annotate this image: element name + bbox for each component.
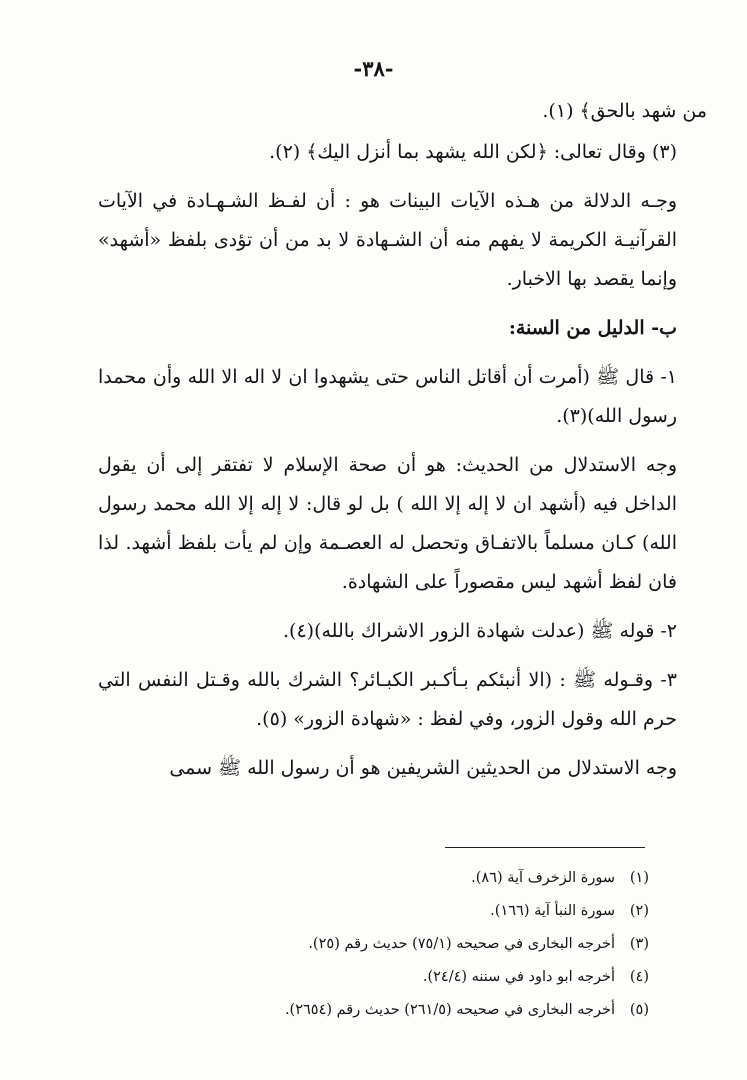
paragraph-hadith-reasoning: وجه الاستدلال من الحديث: هو أن صحة الإسلام لا تفتقر إلى أن يقول الداخل فيه (أشهد ان لا إله إلا الله ) بل لو قال: لا إله إلا الله محمد رسول الله) كـان مسلماً بالاتفـاق وتحصل له العصـمة وإن لم يأت بلفظ أشهد. لذا فان لفظ أشهد ليس مقصوراً على الشهادة. bbox=[98, 454, 677, 593]
footnote-item bbox=[150, 994, 649, 1027]
footnote-number: (٢) bbox=[629, 903, 649, 919]
footnote-number: (١) bbox=[629, 870, 649, 886]
page-number: -٣٨- bbox=[353, 56, 394, 81]
paragraph-verse-end: من شهد بالحق﴾ (١). bbox=[542, 100, 707, 122]
footnote-item bbox=[150, 895, 649, 928]
footnote-text: أخرجه ابو داود في سننه (٢٤/٤). bbox=[422, 969, 615, 985]
footnote-text: أخرجه البخارى في صحيحه (٢٦١/٥) حديث رقم (٢٦٥٤). bbox=[284, 1002, 615, 1018]
paragraph-hadith-3: ٣- وقـوله ﷺ : (الا أنبئكم بـأكـبر الكبـائر؟ الشرك بالله وقـتل النفس التي حرم الله وقول الزور، وفي لفظ : «شهادة الزور» (٥). bbox=[98, 669, 677, 730]
footnote-text: أخرجه البخارى في صحيحه (٧٥/١) حديث رقم (٢٥). bbox=[308, 936, 615, 952]
paragraph-hadith-2: ٢- قوله ﷺ (عدلت شهادة الزور الاشراك بالله)(٤). bbox=[283, 620, 677, 642]
section-heading-sunnah: ب- الدليل من السنة: bbox=[508, 317, 677, 339]
footnote-text: سورة النبأ آية (١٦٦). bbox=[490, 903, 615, 919]
paragraph-hadith-1: ١- قال ﷺ (أمرت أن أقاتل الناس حتى يشهدوا ان لا اله الا الله وأن محمدا رسول الله)(٣). bbox=[98, 366, 677, 427]
paragraph-evidence-explanation: وجـه الدلالة من هـذه الآيات البينات هو : أن لفـظ الشـهـادة في الآيات القرآنيـة الكريمة لا يفهم منه أن الشـهادة لا بد من أن تؤدى بلفظ «أشهد» وإنما يقصد بها الاخبار. bbox=[98, 190, 677, 290]
paragraph-two-hadith-reasoning: وجه الاستدلال من الحديثين الشريفين هو أن رسول الله ﷺ سمى bbox=[169, 757, 677, 779]
footnote-item bbox=[150, 961, 649, 994]
paragraph-verse-3: (٣) وقال تعالى: ﴿لكن الله يشهد بما أنزل اليك﴾ (٢). bbox=[269, 141, 677, 163]
main-text bbox=[98, 92, 707, 798]
footnote-item bbox=[150, 928, 649, 961]
footnote-number: (٤) bbox=[629, 969, 649, 985]
footnote-divider bbox=[445, 847, 645, 848]
footnote-item bbox=[150, 862, 649, 895]
footnote-text: سورة الزخرف آية (٨٦). bbox=[471, 870, 615, 886]
footnotes bbox=[150, 862, 649, 1027]
footnote-number: (٥) bbox=[629, 1002, 649, 1018]
footnote-number: (٣) bbox=[629, 936, 649, 952]
